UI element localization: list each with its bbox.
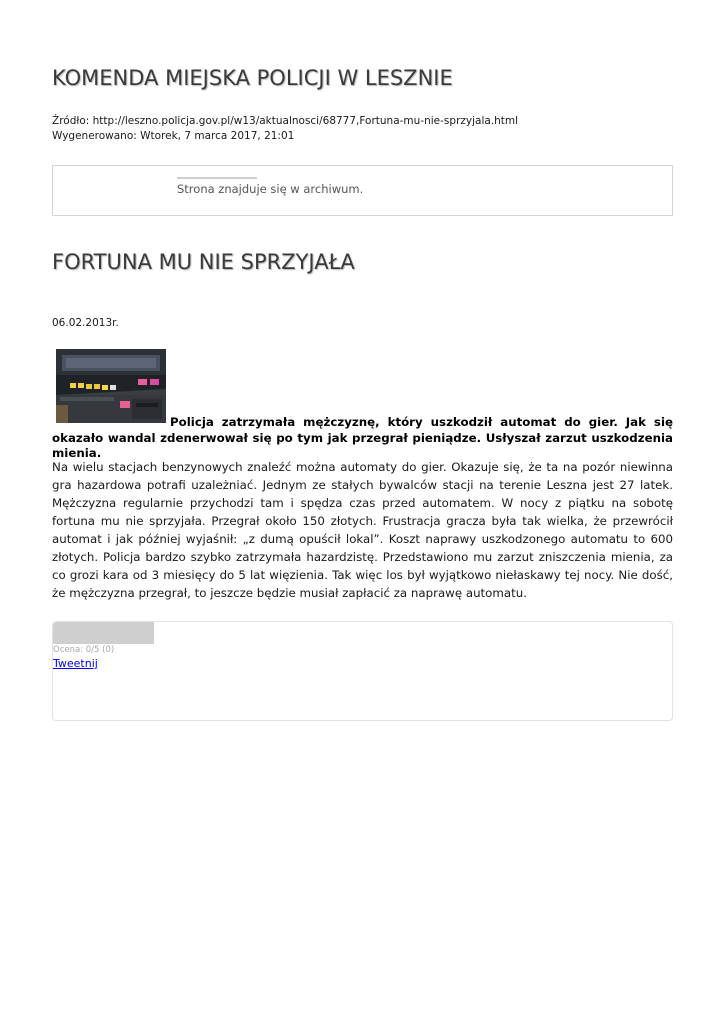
generated-date-line: Wygenerowano: Wtorek, 7 marca 2017, 21:01 [52, 130, 295, 142]
rating-label: Ocena: 0/5 (0) [53, 645, 115, 655]
article-title: FORTUNA MU NIE SPRZYJAŁA [52, 250, 355, 274]
article-body-paragraph: Na wielu stacjach benzynowych znaleźć można automaty do gier. Okazuje się, że ta na pozór niewinna gra hazardowa potrafi uzależniać. Jednym ze stałych bywalców stacji na terenie Leszna jest 27 latek. Mężczyzna regularnie przychodzi tam i spędza czas przed automatem. W nocy z piątku na sobotę fortuna mu nie sprzyjała. Przegrał około 150 złotych. Frustracja gracza była tak wielka, że przewrócił automat i jak później wyjaśnił: „z dumą opuścił lokal”. Koszt naprawy uszkodzonego automatu to 600 złotych. Policja bardzo szybko zatrzymała hazardzistę. Przedstawiono mu zarzut zniszczenia mienia, za co grozi kara od 3 miesięcy do 5 lat więzienia. Tak więc los był wyjątkowo niełaskawy tej nocy. Nie dość, że mężczyzna przegrał, to jeszcze będzie musiał zapłacić za naprawę automatu. [52, 460, 673, 600]
archive-divider [177, 177, 257, 179]
article-lead [52, 415, 673, 462]
site-title: KOMENDA MIEJSKA POLICJI W LESZNIE [52, 66, 453, 90]
slot-machine-photo [56, 349, 166, 423]
article-date: 06.02.2013r. [52, 317, 119, 329]
archive-notice-text: Strona znajduje się w archiwum. [177, 182, 364, 196]
rating-stars-widget[interactable] [53, 622, 154, 644]
article-body [52, 458, 673, 602]
rating-panel [52, 621, 673, 721]
archive-notice [52, 165, 673, 216]
source-url-line: Źródło: http://leszno.policja.gov.pl/w13/aktualnosci/68777,Fortuna-mu-nie-sprzyjala.html [52, 115, 519, 127]
page-meta [52, 114, 518, 144]
tweet-link[interactable]: Tweetnij [53, 657, 98, 670]
article-lead-text: Policja zatrzymała mężczyznę, który uszkodził automat do gier. Jak się okazało wandal zdenerwował się po tym jak przegrał pieniądze. Usłyszał zarzut uszkodzenia mienia. [52, 415, 673, 460]
